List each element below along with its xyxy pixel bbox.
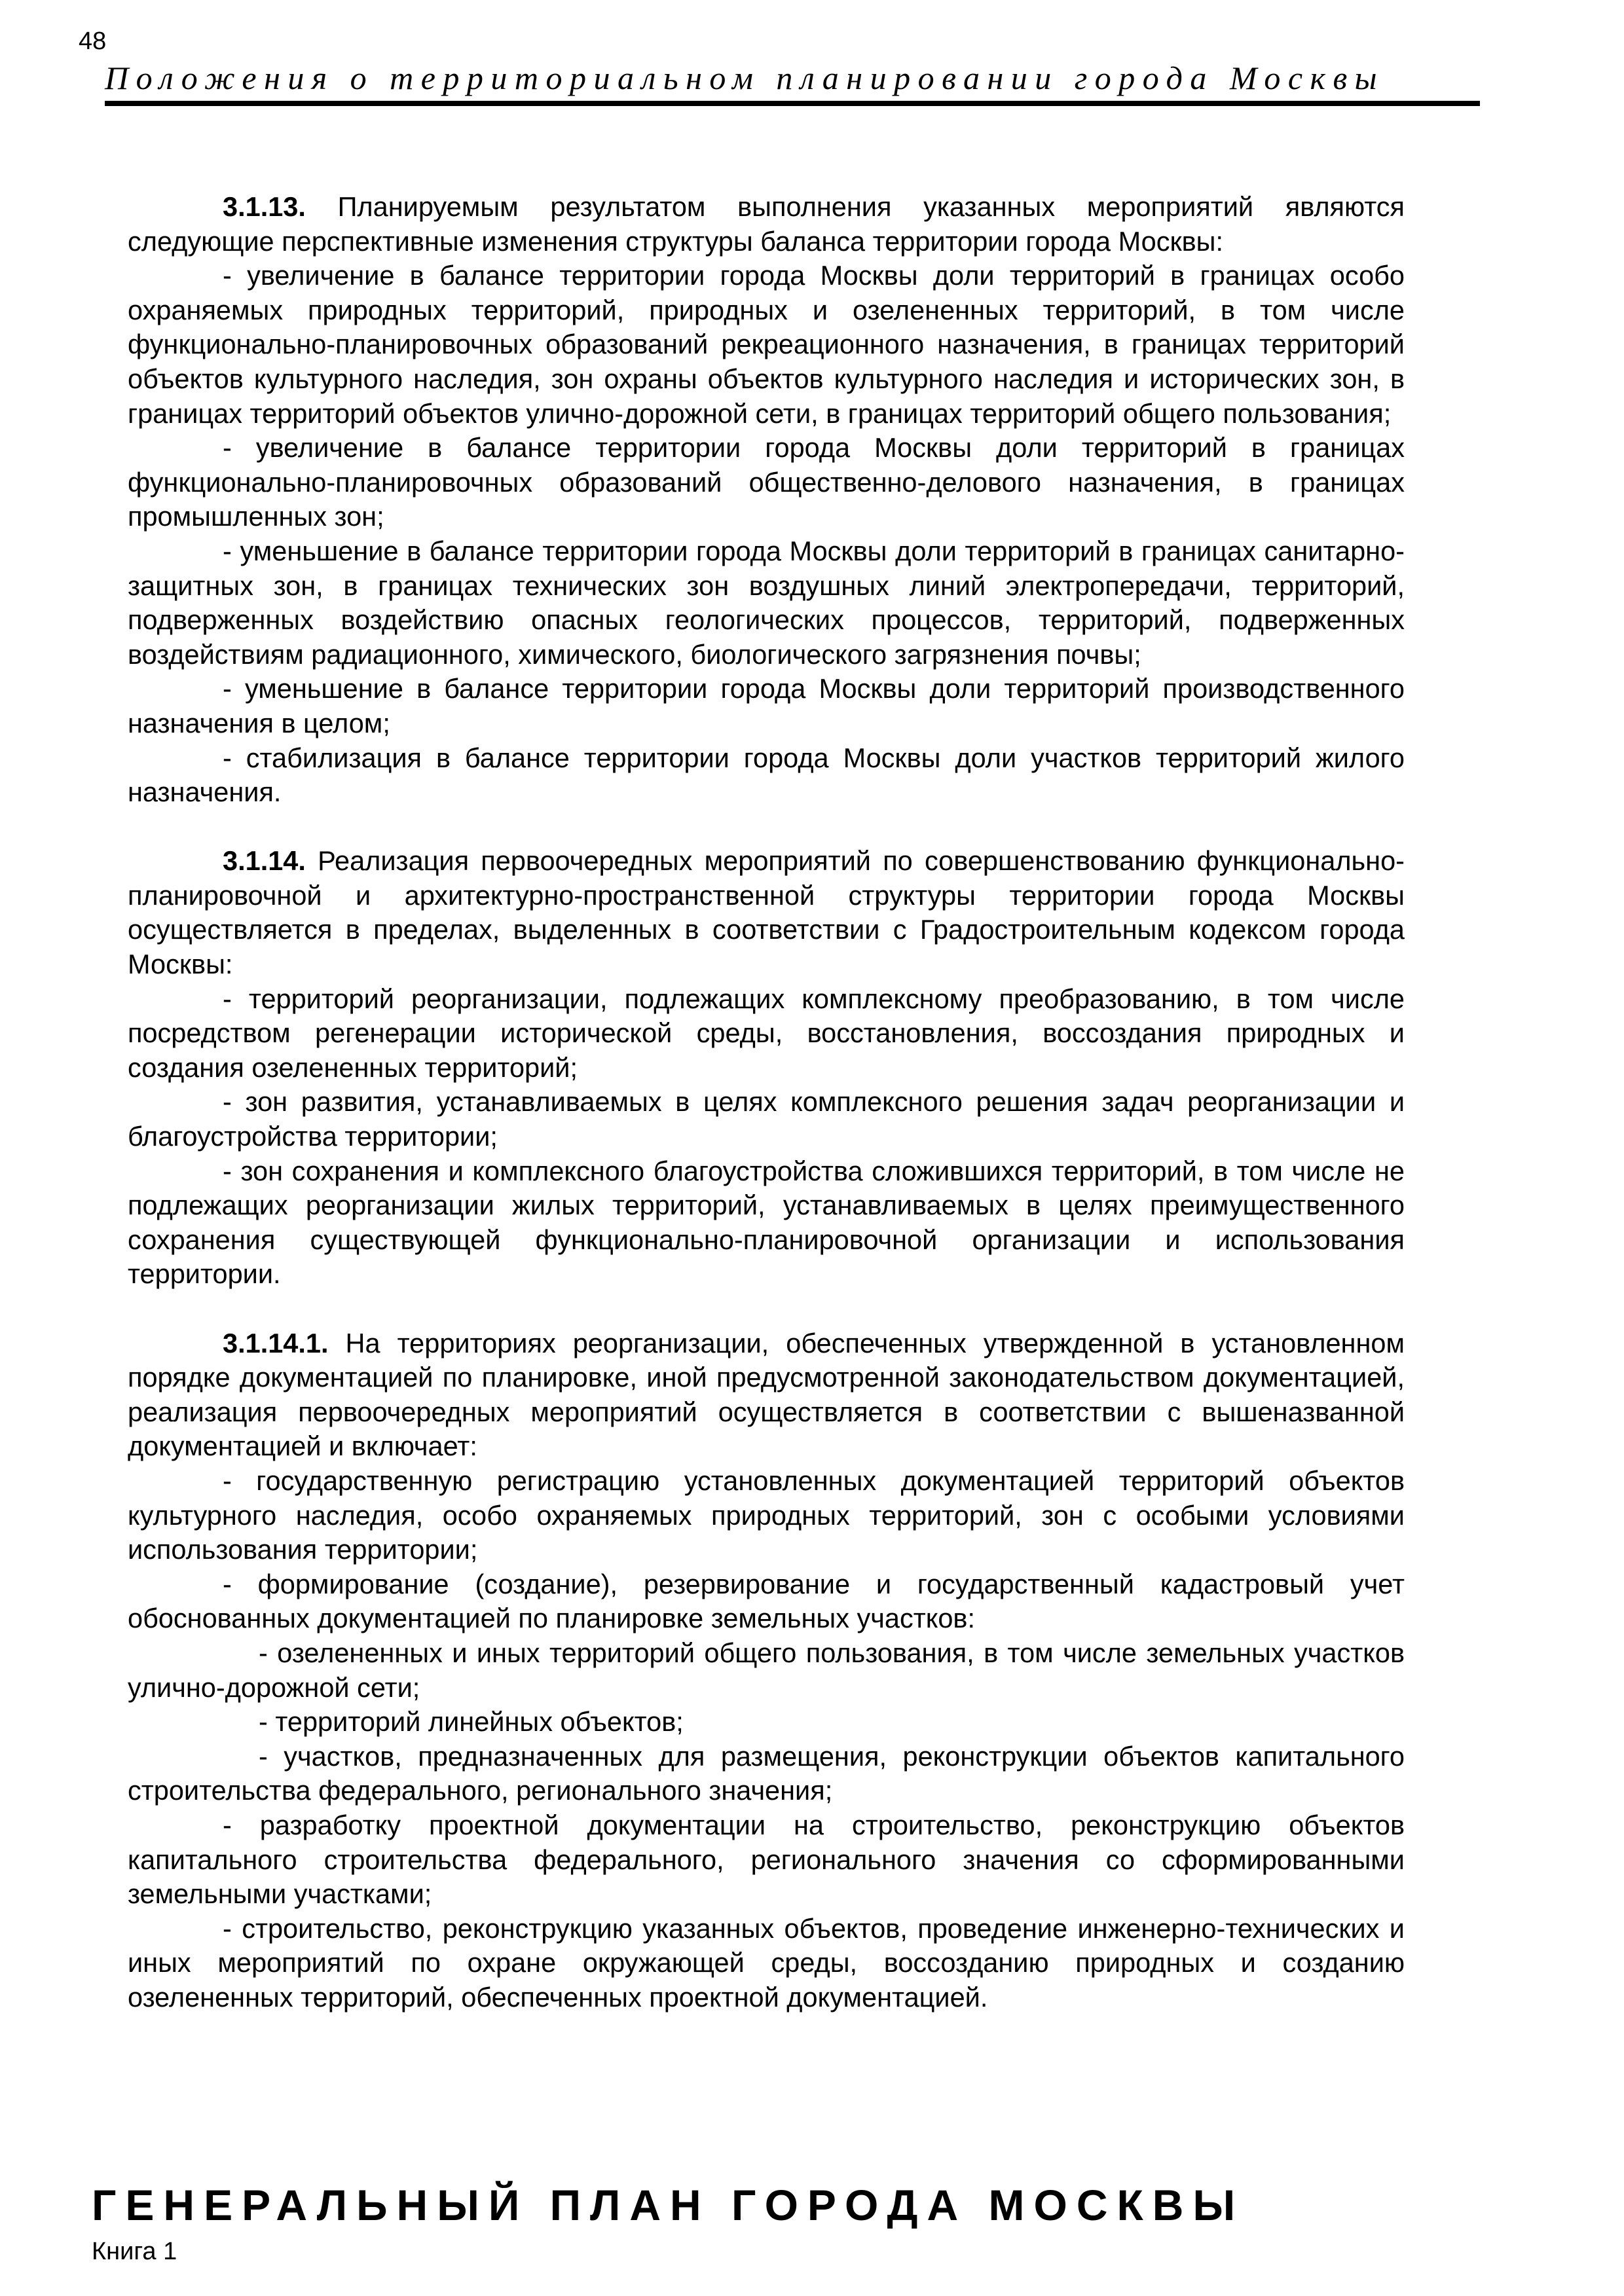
section-lead: [128, 1326, 1405, 1464]
list-item: - зон сохранения и комплексного благоустройства сложившихся территорий, в том числе не подлежащих реорганизации жилых территорий, устанавливаемых в целях преимущественного сохранения существующей функционально-планировочной организации и использования территории.: [128, 1155, 1405, 1290]
list-item: - формирование (создание), резервирование и государственный кадастровый учет обоснованных документацией по планировке земельных участков:: [128, 1568, 1405, 1634]
list-item: - увеличение в балансе территории города Москвы доли территорий в границах функционально-планировочных образований общественно-делового назначения, в границах промышленных зон;: [128, 432, 1405, 532]
section-3-1-14: [128, 844, 1405, 1292]
section-lead-text: Реализация первоочередных мероприятий по совершенствованию функционально-планировочной и архитектурно-пространственной структуры территории города Москвы осуществляется в пределах, выделенных в соответствии с Градостроительным кодексом города Москвы:: [128, 845, 1405, 980]
section-number: 3.1.14.: [223, 845, 306, 877]
list-item: - зон развития, устанавливаемых в целях комплексного решения задач реорганизации и благоустройства территории;: [128, 1086, 1405, 1152]
section-lead-text: Планируемым результатом выполнения указанных мероприятий являются следующие перспективные изменения структуры баланса территории города Москвы:: [128, 191, 1405, 257]
list-item: - разработку проектной документации на строительство, реконструкцию объектов капитального строительства федерального, регионального значения со сформированными земельными участками;: [128, 1809, 1405, 1910]
sub-list-item: - озелененных и иных территорий общего пользования, в том числе земельных участков улично-дорожной сети;: [128, 1637, 1405, 1703]
list-item: - государственную регистрацию установленных документацией территорий объектов культурного наследия, особо охраняемых природных территорий, зон с особыми условиями использования территории;: [128, 1465, 1405, 1565]
running-title: Положения о территориальном планировании города Москвы: [105, 60, 1385, 96]
section-lead-text: На территориях реорганизации, обеспеченных утвержденной в установленном порядке документацией по планировке, иной предусмотренной законодательством документацией, реализация первоочередных мероприятий осуществляется в соответствии с вышеназванной документацией и включает:: [128, 1327, 1405, 1462]
list-item: - территорий реорганизации, подлежащих комплексному преобразованию, в том числе посредством регенерации исторической среды, восстановления, воссоздания природных и создания озелененных территорий;: [128, 983, 1405, 1083]
section-lead: [128, 190, 1405, 259]
sub-list-item: - участков, предназначенных для размещения, реконструкции объектов капитального строительства федерального, регионального значения;: [128, 1740, 1405, 1806]
section-3-1-13: [128, 190, 1405, 810]
list-item: - уменьшение в балансе территории города Москвы доли территорий производственного назначения в целом;: [128, 673, 1405, 738]
sub-list-item: - территорий линейных объектов;: [259, 1706, 684, 1738]
list-item: - увеличение в балансе территории города Москвы доли территорий в границах особо охраняемых природных территорий, природных и озелененных территорий, в том числе функционально-планировочных образований рекреационного назначения, в границах территорий объектов культурного наследия, зон охраны объектов культурного наследия и исторических зон, в границах территорий объектов улично-дорожной сети, в границах территорий общего пользования;: [128, 260, 1405, 429]
general-plan-title: ГЕНЕРАЛЬНЫЙ ПЛАН ГОРОДА МОСКВЫ: [92, 2181, 1245, 2229]
document-body: [128, 190, 1405, 2014]
section-3-1-14-1: [128, 1326, 1405, 2015]
header-rule: [105, 101, 1480, 106]
section-lead: [128, 844, 1405, 981]
section-number: 3.1.14.1.: [223, 1327, 329, 1358]
page-number: 48: [79, 27, 107, 55]
list-item: - уменьшение в балансе территории города Москвы доли территорий в границах санитарно-защитных зон, в границах технических зон воздушных линий электропередачи, территорий, подверженных воздействию опасных геологических процессов, территорий, подверженных воздействиям радиационного, химического, биологического загрязнения почвы;: [128, 535, 1405, 670]
list-item: - строительство, реконструкцию указанных объектов, проведение инженерно-технических и иных мероприятий по охране окружающей среды, воссозданию природных и созданию озелененных территорий, обеспеченных проектной документацией.: [128, 1912, 1405, 2013]
section-number: 3.1.13.: [223, 191, 306, 222]
book-label: Книга 1: [92, 2238, 177, 2265]
list-item: - стабилизация в балансе территории города Москвы доли участков территорий жилого назначения.: [128, 742, 1405, 808]
